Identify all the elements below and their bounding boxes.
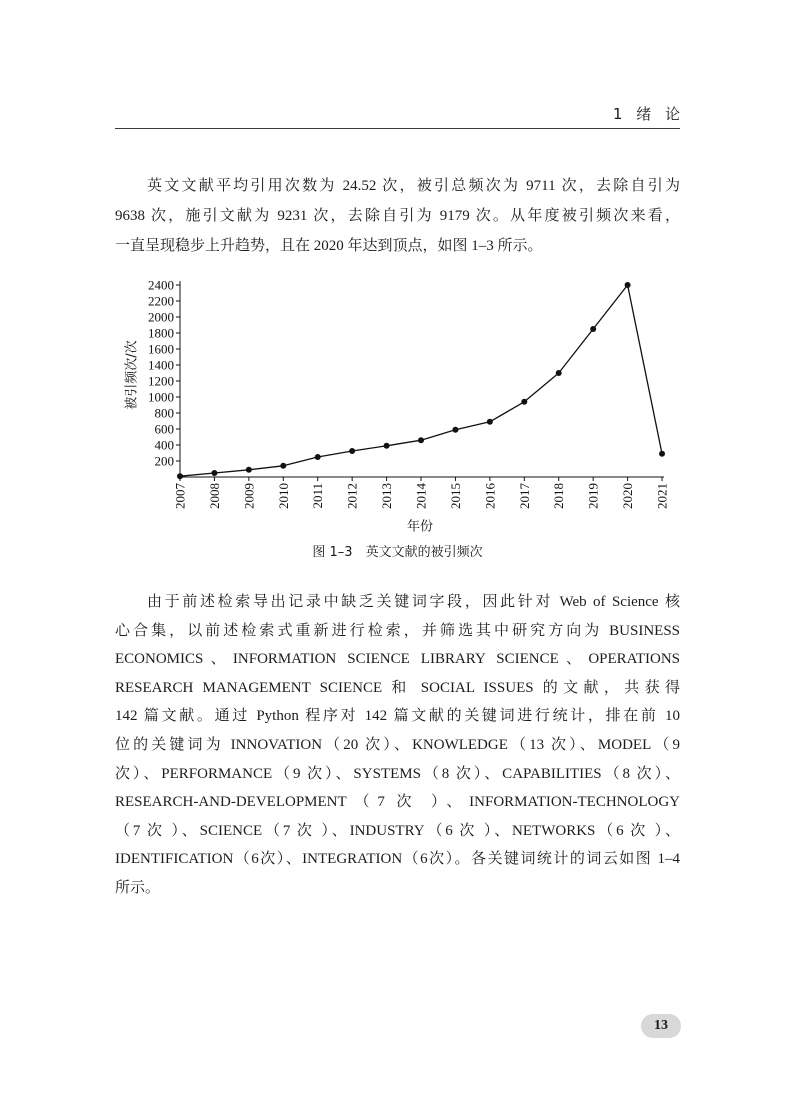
y-tick-label: 400 bbox=[154, 437, 174, 453]
text-line: RESEARCH MANAGEMENT SCIENCE 和 SOCIAL ISSUES 的文献，共获得 bbox=[115, 679, 680, 696]
text-line: 英文文献平均引用次数为 24.52 次，被引总频次为 9711 次，去除自引为 bbox=[147, 178, 680, 194]
citation-line-chart bbox=[0, 260, 787, 580]
text-line: IDENTIFICATION（6次）、INTEGRATION（6次）。各关键词统计的词云如图 1–4 bbox=[115, 851, 680, 868]
paragraph bbox=[115, 171, 680, 261]
series-line bbox=[180, 285, 662, 476]
text-line: RESEARCH-AND-DEVELOPMENT（7 次 ）、INFORMATION-TECHNOLOGY bbox=[115, 794, 680, 811]
x-tick-label: 2020 bbox=[620, 483, 636, 509]
figure-caption: 图 1–3 英文文献的被引频次 bbox=[312, 545, 483, 560]
y-tick-label: 1800 bbox=[148, 325, 174, 341]
x-tick-label: 2016 bbox=[482, 483, 498, 509]
chapter-header: 1 绪 论 bbox=[612, 105, 680, 123]
text-line: 心合集，以前述检索式重新进行检索，并筛选其中研究方向为 BUSINESS bbox=[115, 622, 680, 639]
x-tick-label: 2017 bbox=[516, 483, 532, 509]
x-tick-label: 2008 bbox=[206, 483, 222, 509]
text-line: 由于前述检索导出记录中缺乏关键词字段，因此针对 Web of Science 核 bbox=[147, 594, 680, 610]
data-point bbox=[384, 443, 390, 449]
y-tick-label: 1000 bbox=[148, 389, 174, 405]
y-tick-label: 800 bbox=[154, 405, 174, 421]
data-point bbox=[211, 470, 217, 476]
x-tick-label: 2018 bbox=[551, 483, 567, 509]
y-tick-label: 2000 bbox=[148, 309, 174, 325]
data-point bbox=[556, 370, 562, 376]
x-tick-label: 2011 bbox=[310, 483, 326, 509]
data-point bbox=[625, 282, 631, 288]
data-point bbox=[315, 454, 321, 460]
x-tick-label: 2007 bbox=[172, 483, 188, 509]
y-tick-label: 1200 bbox=[148, 373, 174, 389]
y-axis-title: 被引频次/次 bbox=[124, 340, 140, 410]
data-point bbox=[590, 326, 596, 332]
x-tick-label: 2012 bbox=[344, 483, 360, 509]
y-tick-label: 1400 bbox=[148, 357, 174, 373]
data-point bbox=[452, 427, 458, 433]
data-point bbox=[246, 467, 252, 473]
x-tick-label: 2014 bbox=[413, 483, 429, 509]
data-point bbox=[280, 463, 286, 469]
data-point bbox=[521, 399, 527, 405]
x-tick-label: 2009 bbox=[241, 483, 257, 509]
paragraph bbox=[115, 588, 680, 903]
data-point bbox=[349, 448, 355, 454]
y-tick-label: 2200 bbox=[148, 293, 174, 309]
data-point bbox=[659, 451, 665, 457]
text-line: 9638 次，施引文献为 9231 次，去除自引为 9179 次。从年度被引频次来看， bbox=[115, 208, 680, 224]
page-number: 13 bbox=[641, 1014, 681, 1038]
data-point bbox=[487, 419, 493, 425]
text-line: 142 篇文献。通过 Python 程序对 142 篇文献的关键词进行统计，排在前 10 bbox=[115, 708, 680, 725]
text-line: 位的关键词为 INNOVATION（20 次）、KNOWLEDGE（13 次）、MODEL（9 bbox=[115, 736, 680, 753]
header-divider bbox=[115, 128, 680, 129]
y-tick-label: 200 bbox=[154, 453, 174, 469]
text-line: 次）、PERFORMANCE（9 次）、SYSTEMS（8 次）、CAPABILITIES（8 次）、 bbox=[115, 765, 680, 782]
data-point bbox=[418, 437, 424, 443]
x-tick-label: 2021 bbox=[654, 483, 670, 509]
y-tick-label: 1600 bbox=[148, 341, 174, 357]
y-tick-label: 600 bbox=[154, 421, 174, 437]
data-point bbox=[177, 473, 183, 479]
text-line: 一直呈现稳步上升趋势，且在 2020 年达到顶点，如图 1–3 所示。 bbox=[115, 238, 543, 254]
x-tick-label: 2010 bbox=[275, 483, 291, 509]
y-tick-label: 2400 bbox=[148, 277, 174, 293]
text-line: ECONOMICS、INFORMATION SCIENCE LIBRARY SCIENCE、OPERATIONS bbox=[115, 651, 680, 668]
x-tick-label: 2015 bbox=[447, 483, 463, 509]
x-tick-label: 2019 bbox=[585, 483, 601, 509]
x-axis-title: 年份 bbox=[406, 519, 434, 535]
text-line: 所示。 bbox=[115, 879, 161, 896]
text-line: （7 次 ）、SCIENCE（7 次 ）、INDUSTRY（6 次 ）、NETWORKS（6 次 ）、 bbox=[115, 822, 680, 839]
x-tick-label: 2013 bbox=[379, 483, 395, 509]
